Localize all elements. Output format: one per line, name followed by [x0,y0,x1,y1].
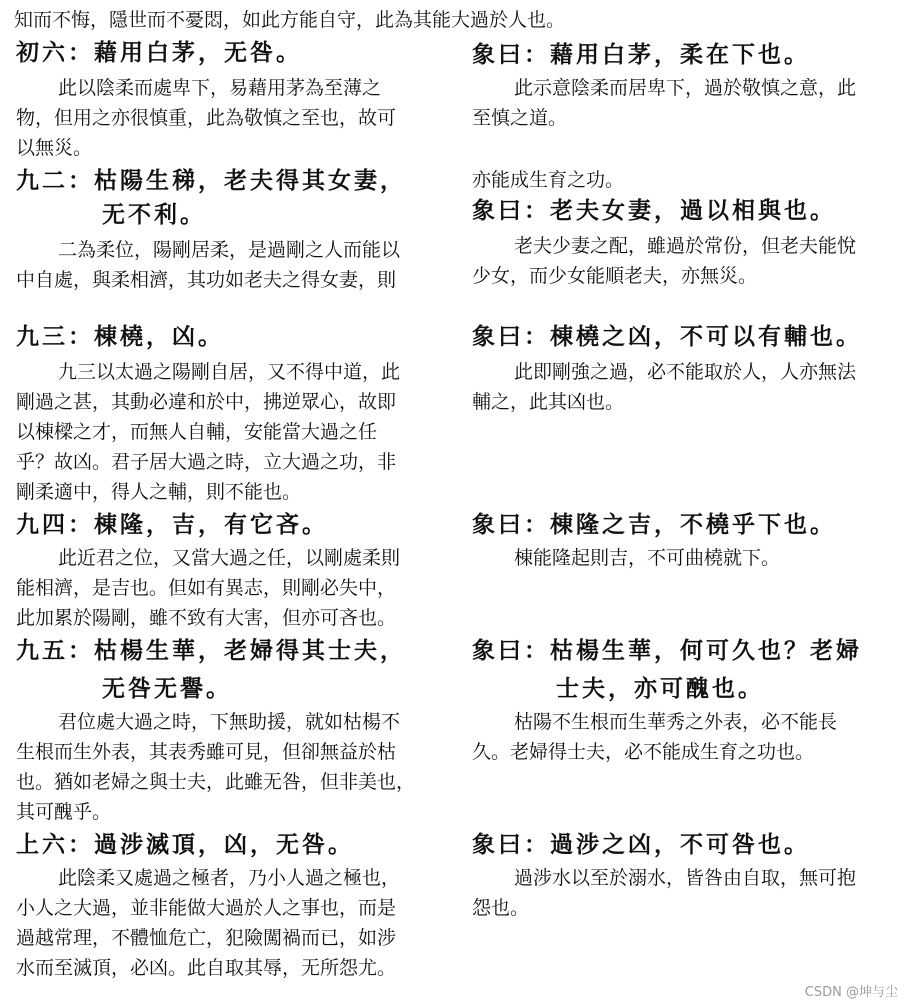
xiang-5-text: 久。老婦得士夫，必不能成生育之功也。 [472,741,815,763]
line-5-text: 也。猶如老婦之與士夫，此雖无咎，但非美也， [16,771,416,793]
line-1-heading: 初六：藉用白茅，无咎。 [16,39,302,66]
xiang-5-text: 枯陽不生根而生華秀之外表，必不能長 [514,711,838,733]
watermark: CSDN @坤与尘 [804,985,898,1000]
xiang-5-heading: 象曰：枯楊生華，何可久也？老婦 [472,637,862,664]
xiang-3-text: 輔之，此其凶也。 [472,391,625,413]
line-6-text: 小人之大過，並非能做大過於人之事也，而是 [16,897,397,919]
xiang-6-text: 過涉水以至於溺水，皆咎由自取，無可抱 [514,867,857,889]
line-5-text: 君位處大過之時，下無助援，就如枯楊不 [58,711,401,733]
line-4-text: 能相濟，是吉也。但如有異志，則剛必失中， [16,577,397,599]
line-4-heading: 九四：棟隆，吉，有它吝。 [16,511,328,538]
line-6-text: 水而至滅頂，必凶。此自取其辱，无所怨尤。 [16,957,397,979]
line-1-text: 以無災。 [16,137,93,159]
line-1-text: 物，但用之亦很慎重，此為敬慎之至也，故可 [16,107,397,129]
line-5-text: 其可醜乎。 [16,801,112,823]
xiang-5-heading: 士夫，亦可醜也。 [556,675,764,702]
line-2-text: 中自處，與柔相濟，其功如老夫之得女妻，則 [16,269,397,291]
line-4-text: 此加累於陽剛，雖不致有大害，但亦可吝也。 [16,607,397,629]
line-3-text: 以棟樑之才，而無人自輔，安能當大過之任 [16,421,378,443]
xiang-3-heading: 象曰：棟橈之凶，不可以有輔也。 [472,323,862,350]
line-5-heading: 九五：枯楊生華，老婦得其士夫， [16,637,406,664]
xiang-2-pre: 亦能成生育之功。 [472,169,625,191]
xiang-4-heading: 象曰：棟隆之吉，不橈乎下也。 [472,511,836,538]
line-3-text: 九三以太過之陽剛自居，又不得中道，此 [58,361,401,383]
line-1-text: 此以陰柔而處卑下，易藉用茅為至薄之 [58,77,382,99]
xiang-2-text: 少女，而少女能順老夫，亦無災。 [472,265,758,287]
line-6-heading: 上六：過涉滅頂，凶，无咎。 [16,831,354,858]
line-3-text: 剛過之甚，其動必違和於中，拂逆眾心，故即 [16,391,397,413]
line-5-text: 生根而生外表，其表秀雖可見，但卻無益於枯 [16,741,397,763]
line-4-text: 此近君之位，又當大過之任，以剛處柔則 [58,547,401,569]
line-6-text: 過越常理，不體恤危亡，犯險闖禍而已，如涉 [16,927,397,949]
line-3-text: 剛柔適中，得人之輔，則不能也。 [16,481,302,503]
line-3-text: 乎？故凶。君子居大過之時，立大過之功，非 [16,451,397,473]
line-3-heading: 九三：棟橈，凶。 [16,323,224,350]
xiang-4-text: 棟能隆起則吉，不可曲橈就下。 [514,547,781,569]
xiang-1-text: 至慎之道。 [472,107,568,129]
xiang-1-text: 此示意陰柔而居卑下，過於敬慎之意，此 [514,77,857,99]
xiang-3-text: 此即剛強之過，必不能取於人，人亦無法 [514,361,857,383]
xiang-2-text: 老夫少妻之配，雖過於常份，但老夫能悅 [514,235,857,257]
xiang-1-heading: 象曰：藉用白茅，柔在下也。 [472,41,810,68]
line-2-heading: 无不利。 [102,201,206,228]
line-2-text: 二為柔位，陽剛居柔，是過剛之人而能以 [58,239,401,261]
xiang-6-heading: 象曰：過涉之凶，不可咎也。 [472,831,810,858]
line-5-heading: 无咎无譽。 [102,675,232,702]
line-2-heading: 九二：枯陽生稊，老夫得其女妻， [16,167,406,194]
xiang-6-text: 怨也。 [472,897,530,919]
intro-line: 知而不悔，隱世而不憂悶，如此方能自守，此為其能大過於人也。 [14,9,566,31]
xiang-2-heading: 象曰：老夫女妻，過以相與也。 [472,197,836,224]
line-6-text: 此陰柔又處過之極者，乃小人過之極也， [58,867,401,889]
